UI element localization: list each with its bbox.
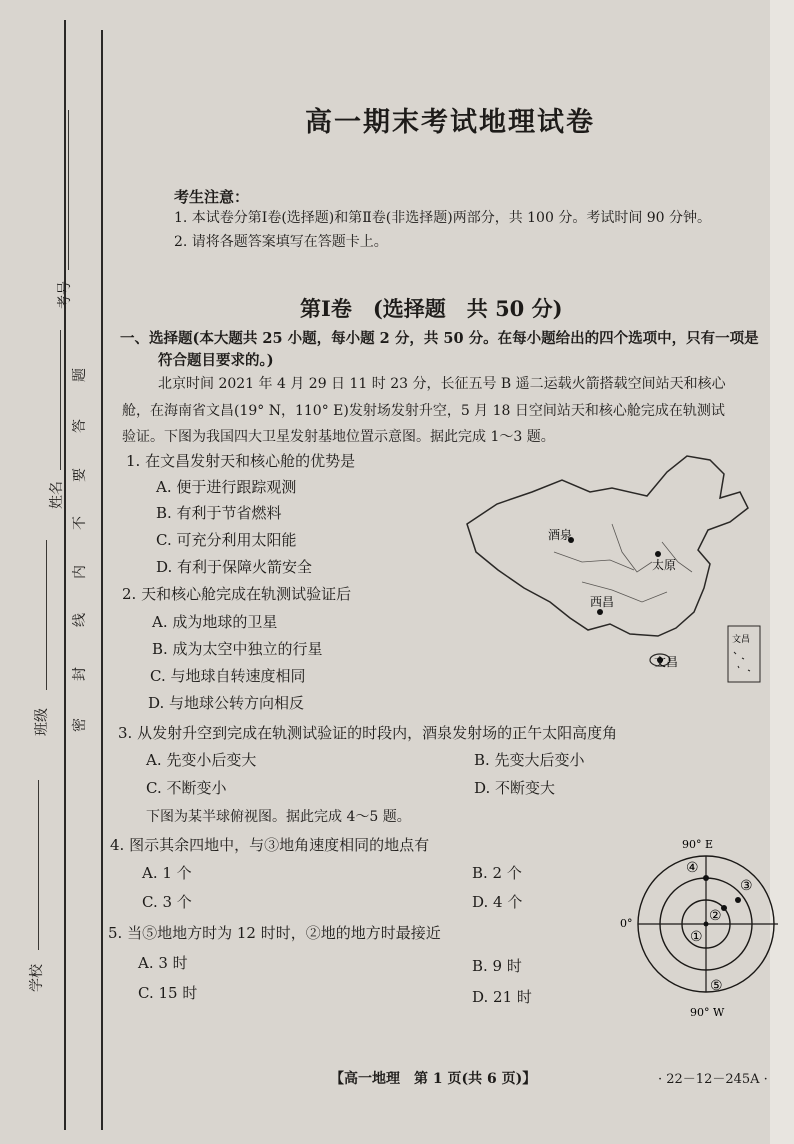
point-4-dot <box>703 875 709 881</box>
passage-line: 验证。下图为我国四大卫星发射基地位置示意图。据此完成 1～3 题。 <box>122 429 555 445</box>
school-label: 学校 <box>29 964 45 992</box>
q5-option-d: D. 21 时 <box>472 988 532 1006</box>
question-4-stem: 4. 图示其余四地中，与③地角速度相同的地点有 <box>110 836 430 854</box>
globe-label-top: 90° E <box>682 838 714 851</box>
question-2-stem: 2. 天和核心舱完成在轨测试验证后 <box>122 585 352 603</box>
class-label: 班级 <box>34 708 50 736</box>
question-1-stem: 1. 在文昌发射天和核心舱的优势是 <box>126 452 356 470</box>
gutter-border-outer <box>64 20 66 1130</box>
name-line <box>60 330 61 470</box>
china-launch-sites-map <box>462 452 762 692</box>
seal-char: 线 <box>72 613 88 627</box>
point-2-dot <box>721 905 727 911</box>
passage-2: 下图为某半球俯视图。据此完成 4～5 题。 <box>146 809 411 825</box>
passage-line: 北京时间 2021 年 4 月 29 日 11 时 23 分，长征五号 B 遥二运载火箭搭载空间站天和核心 <box>158 376 726 392</box>
jiuquan-label: 酒泉 <box>548 528 573 542</box>
q2-option-a: A. 成为地球的卫星 <box>152 613 278 631</box>
point-1-label: ① <box>690 929 703 945</box>
q4-option-a: A. 1 个 <box>142 864 192 882</box>
taiyuan-label: 太原 <box>652 558 677 572</box>
taiyuan-site-dot <box>655 551 661 557</box>
seal-char: 题 <box>72 368 88 382</box>
q2-option-b: B. 成为太空中独立的行星 <box>152 640 323 658</box>
gutter-border-inner <box>101 30 103 1130</box>
seal-char: 要 <box>72 468 88 482</box>
xichang-site-dot <box>597 609 603 615</box>
q1-option-d: D. 有利于保障火箭安全 <box>156 558 313 576</box>
page-footer: 【高一地理 第 1 页(共 6 页)】 <box>330 1071 537 1087</box>
paper-code: · 22－12－245A · <box>658 1072 768 1087</box>
globe-center-dot <box>704 922 709 927</box>
question-3-stem: 3. 从发射升空到完成在轨测试验证的时段内，酒泉发射场的正午太阳高度角 <box>118 724 618 742</box>
seal-char: 不 <box>72 516 88 530</box>
exam-title: 高一期末考试地理试卷 <box>305 107 595 138</box>
notice-heading: 考生注意： <box>174 188 250 206</box>
class-line <box>46 540 47 690</box>
globe-label-bottom: 90° W <box>690 1006 725 1019</box>
inset-label: 文昌 <box>732 635 751 645</box>
seal-char: 答 <box>72 419 88 433</box>
q3-option-d: D. 不断变大 <box>474 779 556 797</box>
q1-option-b: B. 有利于节省燃料 <box>156 504 282 522</box>
seal-char: 密 <box>72 718 88 732</box>
china-outline <box>467 456 748 636</box>
point-5-label: ⑤ <box>710 978 723 994</box>
point-3-dot <box>735 897 741 903</box>
school-line <box>38 780 39 950</box>
q2-option-c: C. 与地球自转速度相同 <box>150 667 306 685</box>
q3-option-b: B. 先变大后变小 <box>474 751 585 769</box>
name-label: 姓名 <box>49 481 65 509</box>
seal-char: 内 <box>72 565 88 579</box>
point-2-label: ② <box>709 908 722 924</box>
globe-label-left: 0° <box>620 917 633 930</box>
passage-line: 舱，在海南省文昌(19° N，110° E)发射场发射升空，5 月 18 日空间站天和核心舱完成在轨测试 <box>122 403 725 419</box>
q4-option-c: C. 3 个 <box>142 893 192 911</box>
q4-option-d: D. 4 个 <box>472 893 523 911</box>
section-title: 第Ⅰ卷 (选择题 共 50 分) <box>300 296 563 321</box>
point-3-label: ③ <box>740 878 753 894</box>
q5-option-c: C. 15 时 <box>138 984 198 1002</box>
q5-option-b: B. 9 时 <box>472 957 522 975</box>
exam-number-label: 考号 <box>57 281 73 309</box>
section-instruction: 一、选择题(本大题共 25 小题，每小题 2 分，共 50 分。在每小题给出的四个选项中，只有一项是 <box>120 330 759 347</box>
question-5-stem: 5. 当⑤地地方时为 12 时时，②地的地方时最接近 <box>108 924 441 942</box>
xichang-label: 西昌 <box>590 595 615 609</box>
wenchang-label: 文昌 <box>654 655 679 669</box>
point-4-label: ④ <box>686 860 699 876</box>
q2-option-d: D. 与地球公转方向相反 <box>148 694 305 712</box>
q5-option-a: A. 3 时 <box>138 954 188 972</box>
section-instruction-cont: 符合题目要求的。) <box>158 352 274 369</box>
inset-islands <box>734 652 750 671</box>
notice-item: 2. 请将各题答案填写在答题卡上。 <box>174 234 388 250</box>
notice-item: 1. 本试卷分第Ⅰ卷(选择题)和第Ⅱ卷(非选择题)两部分，共 100 分。考试时间 90 分钟。 <box>174 210 712 226</box>
hemisphere-top-view <box>612 838 778 1020</box>
q4-option-b: B. 2 个 <box>472 864 522 882</box>
q1-option-c: C. 可充分利用太阳能 <box>156 531 297 549</box>
q1-option-a: A. 便于进行跟踪观测 <box>156 478 297 496</box>
seal-char: 封 <box>72 667 88 681</box>
q3-option-c: C. 不断变小 <box>146 779 227 797</box>
q3-option-a: A. 先变小后变大 <box>146 751 257 769</box>
